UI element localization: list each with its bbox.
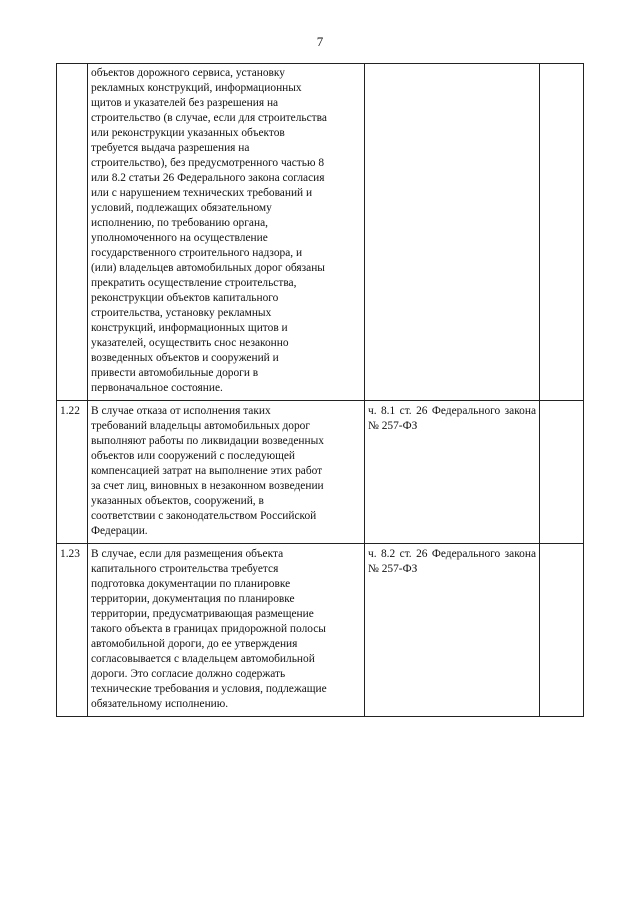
page-number: 7 xyxy=(316,34,324,49)
requirement-text-line: капитального строительства требуется xyxy=(91,563,279,575)
item-number: 1.23 xyxy=(57,544,88,717)
requirement-text-line: строительства, установку рекламных xyxy=(91,307,272,319)
requirement-text-line: территории, предусматривающая размещение xyxy=(91,608,314,620)
requirement-text-line: привести автомобильные дороги в xyxy=(91,367,259,379)
requirement-text-line: Федерации. xyxy=(91,525,148,537)
requirement-text-line: возведенных объектов и сооружений и xyxy=(91,352,279,364)
requirement-text-line: В случае, если для размещения объекта xyxy=(91,548,284,560)
legal-basis: ч. 8.2 ст. 26 Федерального закона № 257-ФЗ xyxy=(365,544,540,717)
requirement-text-line: подготовка документации по планировке xyxy=(91,578,291,590)
requirement-text-line: первоначальное состояние. xyxy=(91,382,223,394)
requirement-text-line: или с нарушением технических требований и xyxy=(91,187,313,199)
requirement-text-line: (или) владельцев автомобильных дорог обязаны xyxy=(91,262,325,274)
requirement-text-line: указателей, осуществить снос незаконно xyxy=(91,337,289,349)
requirement-text-line: реконструкции объектов капитального xyxy=(91,292,279,304)
requirement-text xyxy=(88,64,365,401)
requirement-text-line: за счет лиц, виновных в незаконном возведении xyxy=(91,480,324,492)
requirement-text-line: территории, документация по планировке xyxy=(91,593,295,605)
requirement-text-line: технические требования и условия, подлежащие xyxy=(91,683,327,695)
requirement-text-line: прекратить осуществление строительства, xyxy=(91,277,297,289)
requirement-text-line: такого объекта в границах придорожной полосы xyxy=(91,623,326,635)
table-row xyxy=(57,544,584,717)
legal-basis: ч. 8.1 ст. 26 Федерального закона № 257-ФЗ xyxy=(365,401,540,544)
requirement-text-line: выполняют работы по ликвидации возведенных xyxy=(91,435,324,447)
requirement-text-line: условий, подлежащих обязательному xyxy=(91,202,272,214)
requirement-text-line: строительство (в случае, если для строительства xyxy=(91,112,327,124)
requirement-text-line: конструкций, информационных щитов и xyxy=(91,322,288,334)
item-number: 1.22 xyxy=(57,401,88,544)
requirement-text-line: уполномоченного на осуществление xyxy=(91,232,268,244)
requirement-text-line: рекламных конструкций, информационных xyxy=(91,82,302,94)
compliance-mark-cell xyxy=(540,64,584,401)
compliance-mark-cell xyxy=(540,401,584,544)
requirement-text-line: или 8.2 статьи 26 Федерального закона согласия xyxy=(91,172,325,184)
table-row xyxy=(57,64,584,401)
legal-basis xyxy=(365,64,540,401)
requirement-text-line: государственного строительного надзора, и xyxy=(91,247,303,259)
requirement-text-line: исполнению, по требованию органа, xyxy=(91,217,268,229)
table-row xyxy=(57,401,584,544)
item-number xyxy=(57,64,88,401)
requirement-text-line: требуется выдача разрешения на xyxy=(91,142,250,154)
requirement-text-line: объектов дорожного сервиса, установку xyxy=(91,67,286,79)
requirement-text-line: автомобильной дороги, до ее утверждения xyxy=(91,638,298,650)
requirement-text-line: строительство), без предусмотренного частью 8 xyxy=(91,157,325,169)
requirement-text xyxy=(88,544,365,717)
requirement-text-line: или реконструкции указанных объектов xyxy=(91,127,285,139)
requirement-text xyxy=(88,401,365,544)
compliance-mark-cell xyxy=(540,544,584,717)
requirement-text-line: компенсацией затрат на выполнение этих работ xyxy=(91,465,323,477)
requirement-text-line: щитов и указателей без разрешения на xyxy=(91,97,279,109)
table-body xyxy=(57,64,584,717)
requirement-text-line: соответствии с законодательством Российской xyxy=(91,510,317,522)
requirement-text-line: В случае отказа от исполнения таких xyxy=(91,405,271,417)
requirement-text-line: обязательному исполнению. xyxy=(91,698,229,710)
requirement-text-line: требований владельцы автомобильных дорог xyxy=(91,420,311,432)
requirement-text-line: объектов или сооружений с последующей xyxy=(91,450,296,462)
requirement-text-line: указанных объектов, сооружений, в xyxy=(91,495,264,507)
requirement-text-line: согласовывается с владельцем автомобильной xyxy=(91,653,315,665)
requirement-text-line: дороги. Это согласие должно содержать xyxy=(91,668,286,680)
requirements-table xyxy=(56,63,584,717)
